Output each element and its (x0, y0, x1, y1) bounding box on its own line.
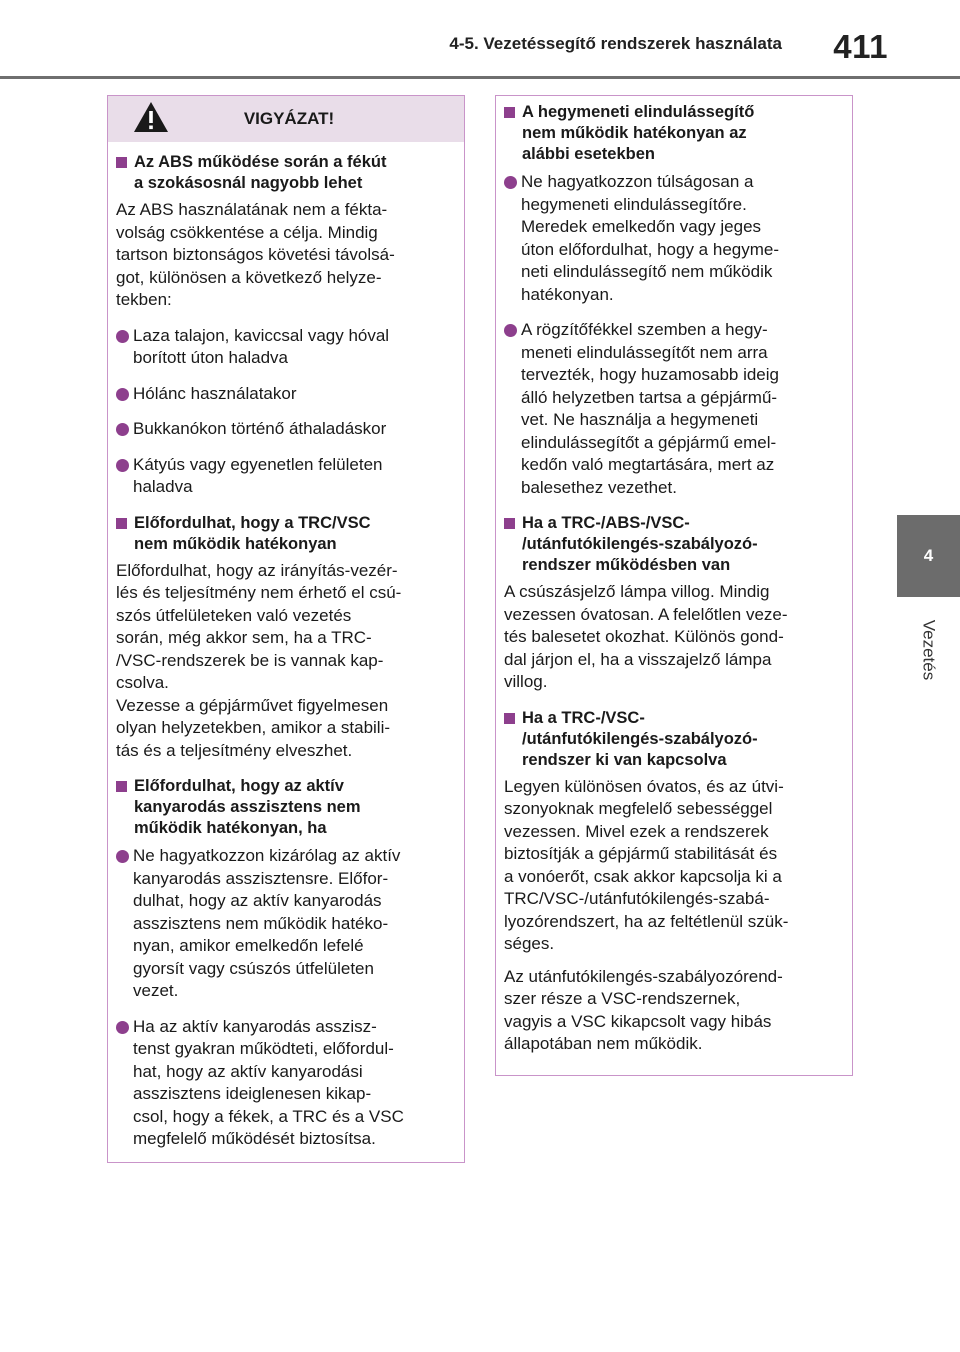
warning-box-left (107, 95, 465, 1163)
square-bullet-icon (116, 157, 127, 168)
list-item: Kátyús vagy egyenetlen felületen haladva (116, 454, 452, 499)
warning-title: VIGYÁZAT! (243, 109, 335, 128)
square-bullet-icon (504, 518, 515, 529)
square-bullet-icon (504, 107, 515, 118)
paragraph: Az ABS használatának nem a fékta- volság csökkentése a célja. Mindig tartson biztonságos követési távolsá- got, különösen a következő helyze- tekben: (116, 200, 395, 309)
warning-header (108, 96, 464, 142)
circle-bullet-icon (116, 388, 129, 401)
list-item: Ha az aktív kanyarodás asszisz- tenst gyakran működteti, előfordul- hat, hogy az aktív kanyarodási asszisztens ideiglenesen kikap- csol, hogy a fékek, a TRC és a VSC megfelelő működését biztosítsa. (116, 1016, 452, 1151)
chapter-number: 4 (923, 546, 934, 565)
list-item: Bukkanókon történő áthaladáskor (116, 418, 452, 441)
list-item: A rögzítőfékkel szemben a hegy- meneti elindulássegítőt nem arra tervezték, hogy huzamosabb ideig álló helyzetben tartsa a gépjármű- vet. Ne használja a hegymeneti elindulássegítőt a gépjármű emel- kedőn való megtartására, mert az balesethez vezethet. (504, 319, 840, 499)
section-title: 4-5. Vezetéssegítő rendszerek használata (449, 34, 782, 53)
page-number: 411 (833, 28, 888, 65)
circle-bullet-icon (116, 330, 129, 343)
section-heading: Az ABS működése során a fékút a szokásosnál nagyobb lehet (116, 152, 452, 194)
square-bullet-icon (116, 518, 127, 529)
chapter-tab (897, 515, 960, 597)
paragraph: Az utánfutókilengés-szabályozórend- szer része a VSC-rendszernek, vagyis a VSC kikapcsolt vagy hibás állapotában nem működik. (504, 966, 783, 1053)
warning-content-left (108, 142, 464, 1161)
paragraph: Előfordulhat, hogy az irányítás-vezér- lés és teljesítmény nem érhető el csú- szós útfelületeken való vezetés során, még akkor sem, ha a TRC- /VSC-rendszerek be is vannak kap- csolva. Vezesse a gépjárművet figyelmesen olyan helyzetekben, amikor a stabili- tás és a teljesítmény elveszhet. (116, 560, 402, 760)
page-header (0, 0, 960, 80)
circle-bullet-icon (116, 459, 129, 472)
circle-bullet-icon (504, 176, 517, 189)
paragraph: A csúszásjelző lámpa villog. Mindig vezessen óvatosan. A felelőtlen veze- tés balesetet okozhat. Különös gond- dal járjon el, ha a visszajelző lámpa villog. (504, 582, 788, 691)
chapter-label: Vezetés (919, 619, 938, 681)
warning-content-right (496, 96, 852, 1066)
paragraph: Legyen különösen óvatos, és az útvi- szonyoknak megfelelő sebességgel vezessen. Mivel ezek a rendszerek biztosítják a gépjármű stabilitását és a vonóerőt, csak akkor kapcsolja ki a TRC/VSC-/utánfutókilengés-szabá- lyozórendszert, ha az feltétlenül szük- séges. (504, 776, 789, 953)
square-bullet-icon (504, 713, 515, 724)
section-heading: A hegymeneti elindulássegítő nem működik hatékonyan az alábbi esetekben (504, 102, 840, 165)
header-divider (0, 76, 960, 79)
list-item: Ne hagyatkozzon kizárólag az aktív kanyarodás asszisztensre. Előfor- dulhat, hogy az aktív kanyarodás asszisztens nem működik hatéko- nyan, amikor emelkedőn lefelé gyorsít vagy csúszós útfelületen vezet. (116, 845, 452, 1003)
circle-bullet-icon (116, 423, 129, 436)
list-item: Ne hagyatkozzon túlságosan a hegymeneti elindulássegítőre. Meredek emelkedőn vagy jeges úton előfordulhat, hogy a hegyme- neti elindulássegítő nem működik hatékonyan. (504, 171, 840, 306)
chapter-label-container (910, 610, 946, 690)
section-heading: Ha a TRC-/ABS-/VSC- /utánfutókilengés-szabályozó- rendszer működésben van (504, 513, 840, 576)
warning-triangle-icon (132, 100, 170, 134)
circle-bullet-icon (116, 1021, 129, 1034)
circle-bullet-icon (504, 324, 517, 337)
section-heading: Előfordulhat, hogy a TRC/VSC nem működik hatékonyan (116, 513, 452, 555)
list-item: Laza talajon, kaviccsal vagy hóval borított úton haladva (116, 325, 452, 370)
list-item: Hólánc használatakor (116, 383, 452, 406)
section-heading: Előfordulhat, hogy az aktív kanyarodás asszisztens nem működik hatékonyan, ha (116, 776, 452, 839)
warning-box-right (495, 95, 853, 1076)
circle-bullet-icon (116, 850, 129, 863)
section-heading: Ha a TRC-/VSC- /utánfutókilengés-szabályozó- rendszer ki van kapcsolva (504, 708, 840, 771)
square-bullet-icon (116, 781, 127, 792)
